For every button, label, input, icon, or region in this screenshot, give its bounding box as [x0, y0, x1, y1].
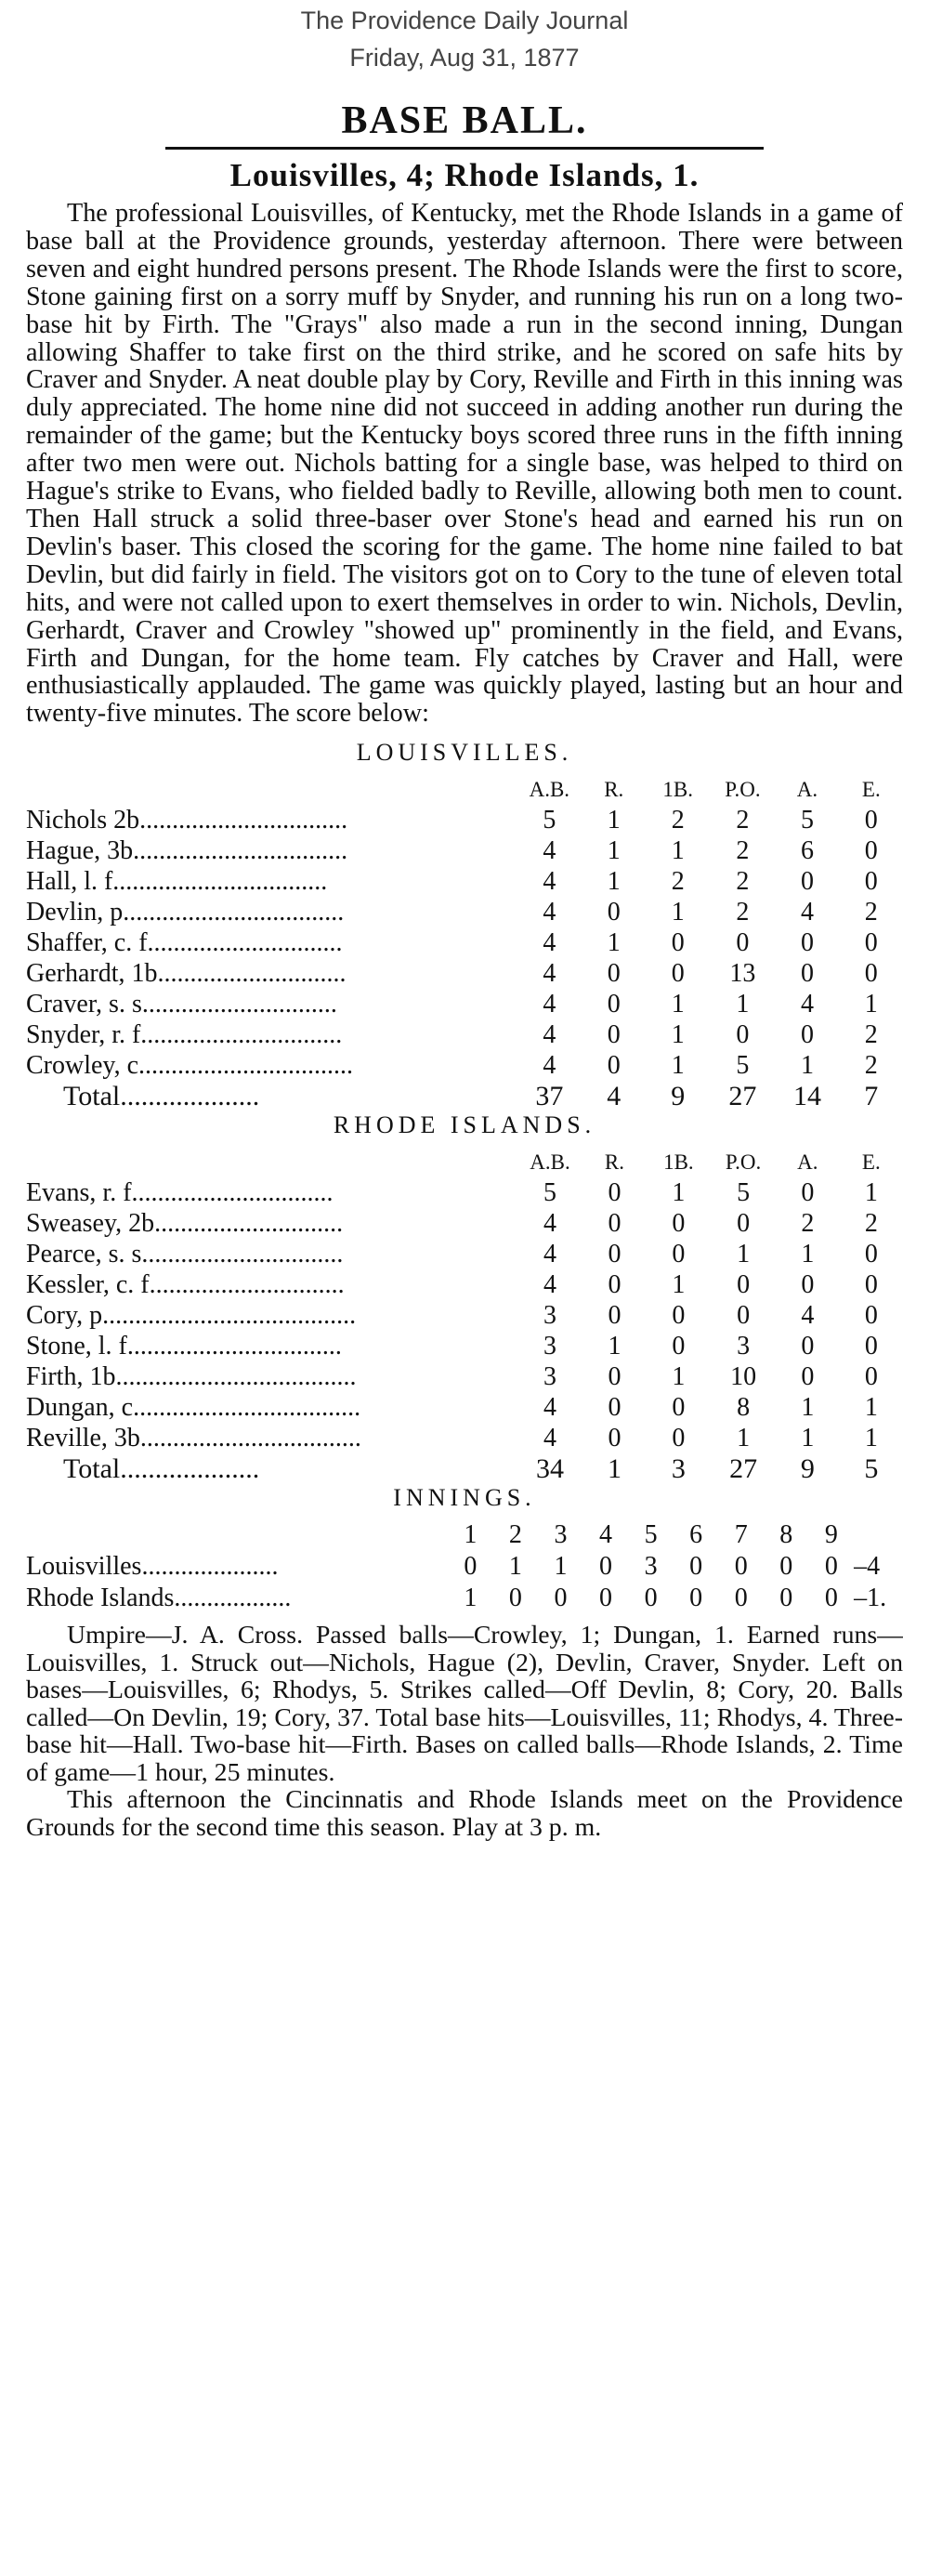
stat-cell: 0 [864, 867, 878, 897]
col-header: A. [796, 778, 818, 802]
stat-cell: 4 [543, 1424, 557, 1453]
stat-cell: 3 [543, 1301, 557, 1331]
stat-cell: 4 [800, 898, 814, 927]
stat-cell: 10 [730, 1362, 757, 1392]
stat-cell: 0 [800, 959, 814, 989]
total-label: Total.................... [63, 1081, 260, 1112]
player-row [26, 989, 903, 1019]
stat-cell: 0 [608, 1424, 622, 1453]
game-summary-notes: Umpire—J. A. Cross. Passed balls—Crowley, 1; Dungan, 1. Earned runs—Louisvilles, 1. Struck out—Nichols, Hague (2), Devlin, Craver, Snyder. Left on bases—Louisvilles, 6; Rhodys, 5. Strikes called—Off Devlin, 8; Cory, 20. Balls called—On Devlin, 19; Cory, 37. Total base hits—Louisvilles, 11; Rhodys, 4. Three-base hit—Hall. Two-base hit—Firth. Bases on called balls—Rhode Islands, 2. Time of game—1 hour, 25 minutes. [26, 1621, 903, 1787]
stat-cell: 6 [800, 836, 814, 866]
player-row [26, 1392, 903, 1423]
stat-cell: 5 [543, 806, 556, 835]
stat-cell: 1 [672, 1270, 686, 1300]
stat-cell: 1 [671, 898, 685, 927]
stat-cell: 0 [671, 928, 685, 958]
inning-runs: 1 [554, 1552, 568, 1582]
innings-title: INNINGS. [393, 1484, 536, 1512]
inning-number: 2 [508, 1520, 522, 1550]
total-cell: 3 [671, 1453, 686, 1485]
stat-cell: 4 [801, 1301, 815, 1331]
stat-cell: 0 [801, 1332, 815, 1361]
stat-cell: 0 [864, 1362, 878, 1392]
total-cell: 14 [792, 1081, 821, 1112]
inning-runs: 0 [464, 1552, 478, 1582]
player-name: Cory, p....................................... [26, 1301, 357, 1331]
inning-number: 5 [644, 1520, 658, 1550]
col-header: R. [604, 1150, 624, 1175]
stat-cell: 0 [864, 1270, 878, 1300]
col-header: A.B. [529, 778, 570, 802]
rhode-islands-title: RHODE ISLANDS. [333, 1111, 596, 1139]
player-row [26, 1239, 903, 1269]
inning-number: 4 [599, 1520, 613, 1550]
stat-cell: 0 [607, 959, 621, 989]
col-header: R. [604, 778, 624, 802]
stat-cell: 0 [737, 1301, 751, 1331]
player-name: Dungan, c................................... [26, 1393, 361, 1423]
stat-cell: 5 [736, 1051, 750, 1081]
stat-cell: 0 [800, 1020, 814, 1050]
stat-cell: 1 [736, 990, 750, 1019]
closing-announcement: This afternoon the Cincinnatis and Rhode Islands meet on the Providence Grounds for the second time this season. Play at 3 p. m. [26, 1785, 903, 1842]
player-name: Sweasey, 2b............................. [26, 1209, 344, 1239]
stat-cell: 4 [543, 867, 556, 897]
rhode-islands-box-score [26, 1147, 903, 1484]
stat-cell: 2 [671, 867, 685, 897]
player-row [26, 835, 903, 866]
player-name: Firth, 1b..................................... [26, 1362, 357, 1392]
total-cell: 37 [535, 1081, 564, 1112]
stat-cell: 4 [543, 898, 556, 927]
player-name: Craver, s. s.............................. [26, 990, 337, 1019]
stat-cell: 1 [800, 1051, 814, 1081]
stat-cell: 0 [608, 1178, 622, 1208]
stat-cell: 4 [543, 1209, 557, 1239]
innings-team-rows [26, 1551, 903, 1614]
total-label: Total.................... [63, 1453, 260, 1485]
col-header: A. [797, 1150, 818, 1175]
stat-cell: 1 [864, 1424, 878, 1453]
innings-number-row [26, 1519, 903, 1551]
col-header: E. [861, 778, 881, 802]
stat-cell: 0 [607, 990, 621, 1019]
player-row [26, 1019, 903, 1050]
stat-cell: 2 [736, 898, 750, 927]
player-row [26, 1269, 903, 1300]
stat-cell: 0 [864, 959, 878, 989]
player-name: Reville, 3b.................................. [26, 1424, 361, 1453]
inning-number: 9 [824, 1520, 838, 1550]
total-cell: 9 [671, 1081, 686, 1112]
stat-cell: 0 [864, 928, 878, 958]
inning-runs: 0 [644, 1584, 658, 1613]
inning-runs: 0 [508, 1584, 522, 1613]
stat-cell: 3 [737, 1332, 751, 1361]
inning-runs: 3 [644, 1552, 658, 1582]
stat-cell: 4 [543, 836, 556, 866]
total-cell: 27 [728, 1081, 757, 1112]
stat-cell: 0 [800, 928, 814, 958]
stat-cell: 4 [543, 1270, 557, 1300]
inning-number: 8 [779, 1520, 793, 1550]
inning-number: 6 [689, 1520, 703, 1550]
stat-cell: 0 [672, 1424, 686, 1453]
stat-cell: 2 [736, 806, 750, 835]
inning-runs: 1 [464, 1584, 478, 1613]
player-name: Crowley, c................................. [26, 1051, 354, 1081]
rhode-islands-player-rows [26, 1177, 903, 1453]
inning-runs: 0 [824, 1552, 838, 1582]
louisvilles-title: LOUISVILLES. [356, 739, 573, 767]
stat-cell: 1 [801, 1240, 815, 1269]
stat-cell: 0 [864, 1332, 878, 1361]
stat-cell: 0 [864, 836, 878, 866]
stat-cell: 2 [671, 806, 685, 835]
stat-cell: 0 [736, 928, 750, 958]
player-row [26, 866, 903, 897]
stat-cell: 0 [801, 1270, 815, 1300]
stat-cell: 0 [672, 1240, 686, 1269]
stat-cell: 0 [864, 1301, 878, 1331]
stat-cell: 2 [736, 836, 750, 866]
stat-cell: 0 [608, 1240, 622, 1269]
player-name: Nichols 2b................................ [26, 806, 348, 835]
louisvilles-box-score [26, 774, 903, 1111]
player-name: Shaffer, c. f.............................. [26, 928, 343, 958]
headline-rule [165, 147, 764, 150]
stat-cell: 0 [607, 1051, 621, 1081]
stat-cell: 1 [864, 1393, 878, 1423]
stat-cell: 4 [543, 1393, 557, 1423]
total-cell: 1 [607, 1453, 622, 1485]
stat-cell: 0 [607, 898, 621, 927]
box-header-row [26, 774, 903, 805]
stat-cell: 4 [543, 1051, 556, 1081]
player-row [26, 927, 903, 958]
player-name: Hague, 3b................................. [26, 836, 348, 866]
inning-runs: 0 [824, 1584, 838, 1613]
article-headline: BASE BALL. [341, 99, 588, 142]
stat-cell: 2 [864, 1051, 878, 1081]
stat-cell: 5 [543, 1178, 557, 1208]
stat-cell: 0 [736, 1020, 750, 1050]
player-name: Snyder, r. f............................... [26, 1020, 343, 1050]
masthead [0, 0, 929, 80]
inning-numbers [26, 1519, 903, 1551]
stat-cell: 0 [607, 1020, 621, 1050]
stat-cell: 0 [864, 1240, 878, 1269]
team-total: –1. [854, 1584, 887, 1613]
col-header: P.O. [725, 1150, 762, 1175]
total-cell: 34 [536, 1453, 565, 1485]
stat-cell: 2 [864, 898, 878, 927]
stat-cell: 1 [672, 1178, 686, 1208]
stat-cell: 0 [801, 1178, 815, 1208]
stat-cell: 8 [737, 1393, 751, 1423]
stat-cell: 0 [672, 1301, 686, 1331]
stat-cell: 3 [543, 1362, 557, 1392]
stat-cell: 1 [737, 1424, 751, 1453]
stat-cell: 4 [543, 1020, 556, 1050]
stat-cell: 0 [608, 1209, 622, 1239]
inning-runs: 0 [734, 1584, 748, 1613]
player-row [26, 958, 903, 989]
player-row [26, 1208, 903, 1239]
team-line-score [26, 1551, 903, 1583]
newspaper-clipping [26, 80, 903, 2570]
stat-cell: 0 [672, 1209, 686, 1239]
stat-cell: 1 [607, 928, 621, 958]
inning-number: 7 [734, 1520, 748, 1550]
player-row [26, 1423, 903, 1453]
player-name: Stone, l. f................................. [26, 1332, 342, 1361]
stat-cell: 1 [671, 990, 685, 1019]
team-total: –4 [854, 1552, 881, 1582]
louisvilles-total-row [26, 1081, 903, 1111]
inning-runs: 0 [599, 1552, 613, 1582]
stat-cell: 4 [800, 990, 814, 1019]
stat-cell: 3 [543, 1332, 557, 1361]
stat-cell: 0 [671, 959, 685, 989]
stat-cell: 2 [864, 1020, 878, 1050]
stat-cell: 1 [671, 836, 685, 866]
stat-cell: 0 [737, 1270, 751, 1300]
player-row [26, 1300, 903, 1331]
stat-cell: 0 [608, 1270, 622, 1300]
louisvilles-player-rows [26, 805, 903, 1081]
total-cell: 9 [800, 1453, 815, 1485]
inning-number: 3 [554, 1520, 568, 1550]
stat-cell: 13 [729, 959, 756, 989]
article-subhead: Louisvilles, 4; Rhode Islands, 1. [229, 157, 700, 193]
player-name: Kessler, c. f.............................. [26, 1270, 345, 1300]
newspaper-name: The Providence Daily Journal [300, 7, 629, 34]
stat-cell: 1 [672, 1362, 686, 1392]
stat-cell: 5 [737, 1178, 751, 1208]
inning-runs: 1 [508, 1552, 522, 1582]
player-name: Evans, r. f............................... [26, 1178, 334, 1208]
player-row [26, 1177, 903, 1208]
innings-line-score [26, 1519, 903, 1614]
stat-cell: 1 [608, 1332, 622, 1361]
total-cell: 5 [864, 1453, 879, 1485]
stat-cell: 1 [801, 1424, 815, 1453]
player-row [26, 897, 903, 927]
total-cell: 7 [864, 1081, 879, 1112]
team-name: Rhode Islands.................. [26, 1584, 292, 1613]
player-name: Pearce, s. s............................... [26, 1240, 344, 1269]
inning-runs: 0 [599, 1584, 613, 1613]
inning-runs: 0 [689, 1584, 703, 1613]
player-name: Hall, l. f................................. [26, 867, 328, 897]
stat-cell: 0 [737, 1209, 751, 1239]
stat-cell: 0 [672, 1393, 686, 1423]
inning-runs: 0 [689, 1552, 703, 1582]
stat-cell: 2 [864, 1209, 878, 1239]
inning-runs: 0 [779, 1552, 793, 1582]
total-cell: 4 [607, 1081, 622, 1112]
stat-cell: 0 [864, 806, 878, 835]
player-row [26, 1050, 903, 1081]
player-row [26, 805, 903, 835]
stat-cell: 1 [737, 1240, 751, 1269]
inning-number: 1 [464, 1520, 478, 1550]
col-header: 1B. [662, 778, 693, 802]
stat-cell: 4 [543, 928, 556, 958]
stat-cell: 1 [864, 990, 878, 1019]
article-body: The professional Louisvilles, of Kentucky, met the Rhode Islands in a game of base ball at the Providence grounds, yesterday afternoon. There were between seven and eight hundred persons present. The Rhode Islands were the first to score, Stone gaining first on a sorry muff by Snyder, and running his run on a long two-base hit by Firth. The "Grays" also made a run in the second inning, Dungan allowing Shaffer to take first on the third strike, and he scored on safe hits by Craver and Snyder. A neat double play by Cory, Reville and Firth in this inning was duly appreciated. The home nine did not succeed in adding another run during the remainder of the game; but the Kentucky boys scored three runs in the fifth inning after two men were out. Nichols batting for a single base, was helped to third on Hague's strike to Evans, who fielded badly to Reville, allowing both men to count. Then Hall struck a solid three-baser over Stone's head and earned his run on Devlin's baser. This closed the scoring for the game. The home nine failed to bat Devlin, but did fairly in field. The visitors got on to Cory to the tune of eleven total hits, and were not called upon to exert themselves in order to win. Nichols, Devlin, Gerhardt, Craver and Crowley "showed up" prominently in the field, and Evans, Firth and Dungan, for the home team. Fly catches by Craver and Hall, were enthusiastically applauded. The game was quickly played, lasting but an hour and twenty-five minutes. The score below: [26, 199, 903, 729]
stat-cell: 1 [801, 1393, 815, 1423]
rhode-islands-total-row [26, 1453, 903, 1484]
player-row [26, 1331, 903, 1361]
stat-cell: 1 [671, 1020, 685, 1050]
team-line-score [26, 1583, 903, 1614]
box-header-row [26, 1147, 903, 1177]
inning-runs: 0 [734, 1552, 748, 1582]
stat-cell: 2 [801, 1209, 815, 1239]
publication-date: Friday, Aug 31, 1877 [349, 44, 580, 72]
stat-cell: 0 [608, 1301, 622, 1331]
stat-cell: 1 [607, 867, 621, 897]
stat-cell: 1 [671, 1051, 685, 1081]
stat-cell: 1 [864, 1178, 878, 1208]
col-header: A.B. [530, 1150, 570, 1175]
stat-cell: 4 [543, 1240, 557, 1269]
player-name: Gerhardt, 1b............................. [26, 959, 347, 989]
player-row [26, 1361, 903, 1392]
stat-cell: 4 [543, 959, 556, 989]
col-header: E. [861, 1150, 881, 1175]
stat-cell: 0 [608, 1362, 622, 1392]
inning-runs: 0 [779, 1584, 793, 1613]
stat-cell: 2 [736, 867, 750, 897]
stat-cell: 0 [801, 1362, 815, 1392]
stat-cell: 4 [543, 990, 556, 1019]
team-name: Louisvilles..................... [26, 1552, 279, 1582]
total-cell: 27 [729, 1453, 758, 1485]
stat-cell: 0 [608, 1393, 622, 1423]
stat-cell: 5 [800, 806, 814, 835]
col-header: 1B. [663, 1150, 694, 1175]
stat-cell: 0 [672, 1332, 686, 1361]
player-name: Devlin, p.................................. [26, 898, 345, 927]
col-header: P.O. [725, 778, 761, 802]
stat-cell: 0 [800, 867, 814, 897]
inning-runs: 0 [554, 1584, 568, 1613]
stat-cell: 1 [607, 806, 621, 835]
stat-cell: 1 [607, 836, 621, 866]
